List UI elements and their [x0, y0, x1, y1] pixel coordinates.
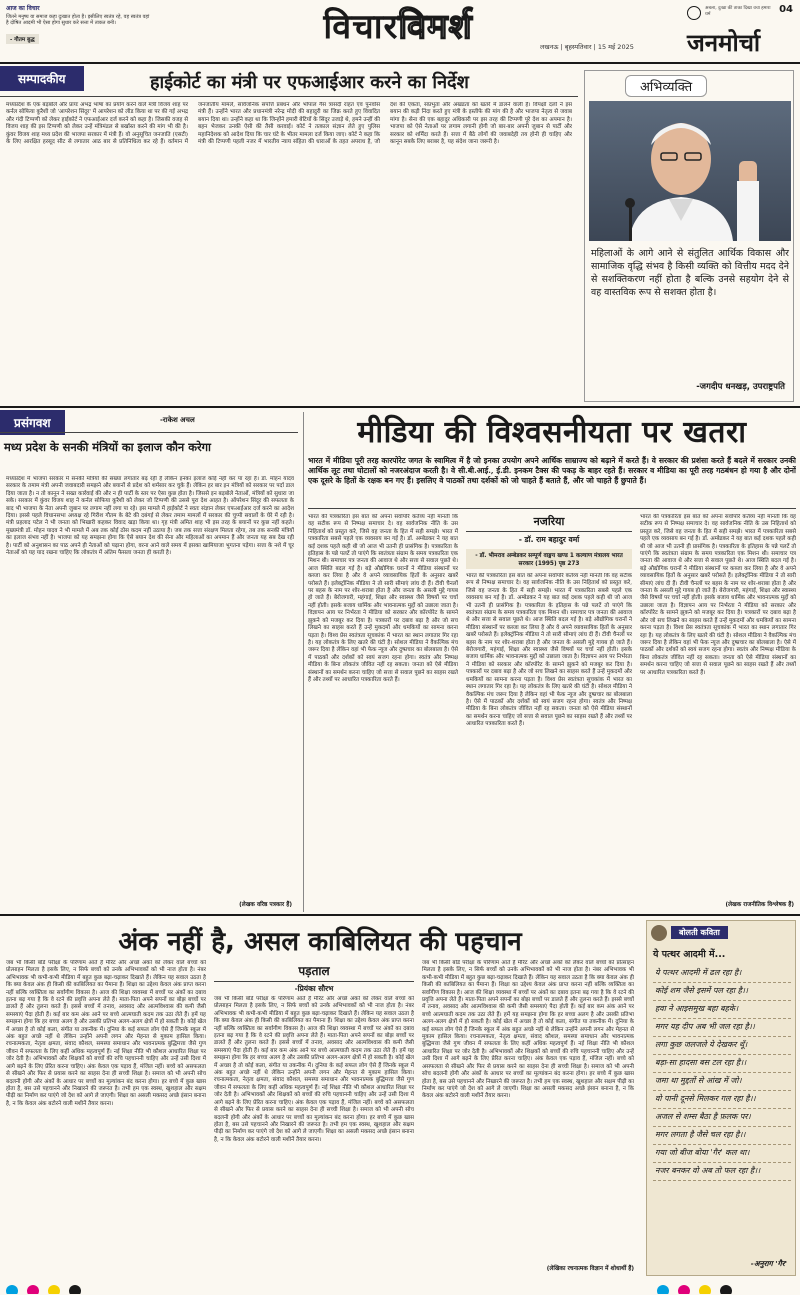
editorial-section	[0, 66, 578, 402]
magenta-register-icon	[27, 1285, 39, 1294]
poem-line: वो पानी दूनसे मिलकर गल रहा है।।	[653, 1091, 791, 1109]
poem-box	[646, 920, 796, 1276]
ank-label: पड़ताल	[214, 962, 414, 982]
prasangvash-section	[0, 410, 298, 912]
poem-line: कोई शम जैसे इसमें पल रहा है।।	[653, 983, 791, 1001]
poem-header	[647, 925, 796, 941]
ank-body: जब भी किसी बोर्ड परीक्षा के परिणाम आते हैं मेरिट और अच्छे अंकों को लेकर वाले बच्चों को प्रोत्साहन मिलता है इसके लिए, न सिर्फ बच्चों को उनके अभिभावकों को भी नाज होता है। नंबर अभिभावक भी कभी-कभी मीडिया में बहुत कुछ बढ़ा-चढ़ाकर दिखाते हैं। लेकिन यह सवाल उठता है कि क्या केवल अंक ही किसी की काबिलियत का पैमाना हैं। शिक्षा का उद्देश्य केवल अंक प्राप्त करना नहीं बल्कि व्यक्तित्व का सर्वांगीण विकास है। आज की शिक्षा व्यवस्था में बच्चों पर अंकों का दबाव इतना बढ़ गया है कि वे रटने की प्रवृत्ति अपना लेते हैं। माता-पिता अपने सपनों का बोझ बच्चों पर डालते हैं और तुलना करते हैं। इससे बच्चों में तनाव, अवसाद और आत्मविश्वास की कमी जैसी समस्याएं पैदा होती हैं। कई बार कम अंक आने पर बच्चे आत्मघाती कदम तक उठा लेते हैं। हमें यह समझना होगा कि हर बच्चा अलग है और उसकी प्रतिभा अलग-अलग क्षेत्रों में हो सकती है। कोई खेल में अच्छा है तो कोई कला, संगीत या तकनीक में। दुनिया के कई सफल लोग ऐसे हैं जिनके स्कूल में अंक बहुत अच्छे नहीं थे लेकिन उन्होंने अपनी लगन और मेहनत से मुकाम हासिल किया। रचनात्मकता, नेतृत्व क्षमता, संवाद कौशल, समस्या समाधान और भावनात्मक बुद्धिमत्ता जैसे गुण जीवन में सफलता के लिए कहीं अधिक महत्वपूर्ण हैं। नई शिक्षा नीति भी कौशल आधारित शिक्षा पर जोर देती है। अभिभावकों और शिक्षकों को बच्चों की रुचि पहचाननी चाहिए और उन्हें उसी दिशा में आगे बढ़ने के लिए प्रेरित करना चाहिए। अंक केवल एक पड़ाव हैं, मंजिल नहीं। बच्चे को असफलता से सीखने और फिर से प्रयास करने का साहस देना ही सच्ची शिक्षा है। समाज को भी अपनी सोच बदलनी होगी और अंकों के आधार पर बच्चों का मूल्यांकन बंद करना होगा। हर बच्चे में कुछ खास होता है, बस उसे पहचानने और निखारने की जरूरत है। तभी हम एक स्वस्थ, खुशहाल और सक्षम पीढ़ी का निर्माण कर पाएंगे जो देश को आगे ले जाएगी। शिक्षा का असली मकसद अच्छे इंसान बनाना है, न कि केवल अंक बटोरने वाली मशीनें तैयार करना।	[6, 960, 206, 1107]
yellow-register-icon	[699, 1285, 711, 1294]
poem-line: मगर यह दीप अब भी जल रहा है।।	[653, 1019, 791, 1037]
editorial-headline: हाईकोर्ट का मंत्री पर एफआईआर करने का निर्देश	[150, 72, 469, 93]
daily-quote-text: जितने मनुष्य या समाज कहा दुःखात होता है। इसीलिए स्वतंत्र रहे, वह स्वतंत्र वहां है दोषित आदमी भी ऐसा होगा सुधार करे सत्ता में ताकत बनी।	[6, 14, 150, 27]
dateline-day: बृहस्पतिवार	[564, 43, 592, 51]
poet-avatar-icon	[651, 925, 667, 941]
media-body-right	[640, 514, 796, 898]
nazariya-byline: - डॉ. राम बहादुर वर्मा	[518, 535, 580, 544]
poem-line: अजल से शम्स बैठा है फ़लक पर।	[653, 1109, 791, 1127]
dateline-date: 15 मई 2025	[597, 43, 634, 51]
poem-line: गया जो बीज बोया 'गैर' कल था।	[653, 1145, 791, 1163]
media-headline: मीडिया की विश्वसनीयता पर खतरा	[357, 415, 747, 450]
dateline: लखनऊ | बृहस्पतिवार | 15 मई 2025	[540, 43, 634, 51]
section-title	[248, 2, 548, 46]
ank-body-cont2: जब भी किसी बोर्ड परीक्षा के परिणाम आते हैं मेरिट और अच्छे अंकों को लेकर वाले बच्चों को प्रोत्साहन मिलता है इसके लिए, न सिर्फ बच्चों को उनके अभिभावकों को भी नाज होता है। नंबर अभिभावक भी कभी-कभी मीडिया में बहुत कुछ बढ़ा-चढ़ाकर दिखाते हैं। लेकिन यह सवाल उठता है कि क्या केवल अंक ही किसी की काबिलियत का पैमाना हैं। शिक्षा का उद्देश्य केवल अंक प्राप्त करना नहीं बल्कि व्यक्तित्व का सर्वांगीण विकास है। आज की शिक्षा व्यवस्था में बच्चों पर अंकों का दबाव इतना बढ़ गया है कि वे रटने की प्रवृत्ति अपना लेते हैं। माता-पिता अपने सपनों का बोझ बच्चों पर डालते हैं और तुलना करते हैं। इससे बच्चों में तनाव, अवसाद और आत्मविश्वास की कमी जैसी समस्याएं पैदा होती हैं। कई बार कम अंक आने पर बच्चे आत्मघाती कदम तक उठा लेते हैं। हमें यह समझना होगा कि हर बच्चा अलग है और उसकी प्रतिभा अलग-अलग क्षेत्रों में हो सकती है। कोई खेल में अच्छा है तो कोई कला, संगीत या तकनीक में। दुनिया के कई सफल लोग ऐसे हैं जिनके स्कूल में अंक बहुत अच्छे नहीं थे लेकिन उन्होंने अपनी लगन और मेहनत से मुकाम हासिल किया। रचनात्मकता, नेतृत्व क्षमता, संवाद कौशल, समस्या समाधान और भावनात्मक बुद्धिमत्ता जैसे गुण जीवन में सफलता के लिए कहीं अधिक महत्वपूर्ण हैं। नई शिक्षा नीति भी कौशल आधारित शिक्षा पर जोर देती है। अभिभावकों और शिक्षकों को बच्चों की रुचि पहचाननी चाहिए और उन्हें उसी दिशा में आगे बढ़ने के लिए प्रेरित करना चाहिए। अंक केवल एक पड़ाव हैं, मंजिल नहीं। बच्चे को असफलता से सीखने और फिर से प्रयास करने का साहस देना ही सच्ची शिक्षा है। समाज को भी अपनी सोच बदलनी होगी और अंकों के आधार पर बच्चों का मूल्यांकन बंद करना होगा। हर बच्चे में कुछ खास होता है, बस उसे पहचानने और निखारने की जरूरत है। तभी हम एक स्वस्थ, खुशहाल और सक्षम पीढ़ी का निर्माण कर पाएंगे जो देश को आगे ले जाएगी। शिक्षा का असली मकसद अच्छे इंसान बनाना है, न कि केवल अंक बटोरने वाली मशीनें तैयार करना।	[422, 960, 634, 1100]
editorial-body: मध्यप्रदेश के एक बड़बोले और प्रायः अभद्र भाषा का प्रयोग करने वाले मंत्री विजय शाह पर कर्नल सोफिया कुरैशी जो 'आपरेशन सिंदूर' में आपरेशन को लीड किया था पर की गई अभद्र और गंदी टिप्पणी को लेकर हाईकोर्ट ने एफआईआर दर्ज करने को कहा है। जिसकी वजह से विजय शाह की इस टिप्पणी को लेकर उन्हें मंत्रिमंडल से बर्खास्त करने की मांग भी की है। कुंवर विजय शाह मध्य प्रदेश की भाजपा सरकार में मंत्री हैं। वो अनुसूचित जनजाति (एसटी) के लिए आरक्षित हरसूद सीट से लगातार आठ बार से प्रतिनिधित्व कर रहे हैं। वर्तमान में जनजातीय मामले, सार्वजनिक संपत्ति प्रबंधन और भोपाल गैस त्रासदी राहत एवं पुनर्वास मंत्री हैं। उन्होंने भारत और प्रधानमंत्री नरेन्द्र मोदी की बहादुरी का जिक्र करते हुए विवादित बयान दिया था। उन्होंने कहा था कि जिन्होंने हमारी बेटियों के सिंदूर उजाड़े थे, हमने उन्हीं की बहन भेजकर उनकी ऐसी की तैसी करवाई। कोर्ट ने तत्काल संज्ञान लेते हुए पुलिस महानिदेशक को आदेश दिया कि चार घंटे के भीतर मामला दर्ज किया जाए। कोर्ट ने कहा कि मंत्री की टिप्पणी पहली नजर में भारतीय न्याय संहिता की धाराओं के तहत अपराध है, जो देश की एकता, संप्रभुता और अखंडता को खतरे में डालने वाली है। विपक्षी दलों ने इस बयान की कड़ी निंदा करते हुए मंत्री के इस्तीफे की मांग की है और भाजपा नेतृत्व से जवाब मांगा है। सेना की एक बहादुर अधिकारी पर इस तरह की टिप्पणी पूरे देश का अपमान है। भाजपा को ऐसे नेताओं पर लगाम लगानी होगी जो बार-बार अपनी जुबान से पार्टी और सरकार को शर्मिंदा करते हैं। सत्ता में बैठे लोगों की जवाबदेही तय होनी ही चाहिए और कानून सबके लिए बराबर है, यह संदेश जाना जरूरी है।	[6, 102, 572, 146]
center-register-icon	[386, 1282, 398, 1294]
section-title-part2: विमर्श	[398, 7, 473, 46]
ank-label-box	[214, 962, 414, 992]
media-section	[308, 410, 796, 912]
brand-logo-icon	[687, 6, 701, 20]
section-title-part1: विचार	[323, 7, 399, 46]
nazariya-quote-source: - डॉ. भीमराव अम्बेडकर सम्पूर्ण वाङ्मय खण्ड 1 कल्याण मंत्रालय भारत सरकार (1995) पृष्ठ 273	[466, 549, 632, 569]
brand-block	[685, 4, 795, 62]
prasangvash-byline: -राकेश अचल	[160, 416, 195, 424]
nazariya-box	[466, 514, 632, 908]
yellow-register-icon	[48, 1285, 60, 1294]
brand-tagline: अबला, दुःखा की ताका दिखा वचा हमारा धर्म	[705, 6, 771, 17]
ank-body-cont: जब भी किसी बोर्ड परीक्षा के परिणाम आते हैं मेरिट और अच्छे अंकों को लेकर वाले बच्चों को प्रोत्साहन मिलता है इसके लिए, न सिर्फ बच्चों को उनके अभिभावकों को भी नाज होता है। नंबर अभिभावक भी कभी-कभी मीडिया में बहुत कुछ बढ़ा-चढ़ाकर दिखाते हैं। लेकिन यह सवाल उठता है कि क्या केवल अंक ही किसी की काबिलियत का पैमाना हैं। शिक्षा का उद्देश्य केवल अंक प्राप्त करना नहीं बल्कि व्यक्तित्व का सर्वांगीण विकास है। आज की शिक्षा व्यवस्था में बच्चों पर अंकों का दबाव इतना बढ़ गया है कि वे रटने की प्रवृत्ति अपना लेते हैं। माता-पिता अपने सपनों का बोझ बच्चों पर डालते हैं और तुलना करते हैं। इससे बच्चों में तनाव, अवसाद और आत्मविश्वास की कमी जैसी समस्याएं पैदा होती हैं। कई बार कम अंक आने पर बच्चे आत्मघाती कदम तक उठा लेते हैं। हमें यह समझना होगा कि हर बच्चा अलग है और उसकी प्रतिभा अलग-अलग क्षेत्रों में हो सकती है। कोई खेल में अच्छा है तो कोई कला, संगीत या तकनीक में। दुनिया के कई सफल लोग ऐसे हैं जिनके स्कूल में अंक बहुत अच्छे नहीं थे लेकिन उन्होंने अपनी लगन और मेहनत से मुकाम हासिल किया। रचनात्मकता, नेतृत्व क्षमता, संवाद कौशल, समस्या समाधान और भावनात्मक बुद्धिमत्ता जैसे गुण जीवन में सफलता के लिए कहीं अधिक महत्वपूर्ण हैं। नई शिक्षा नीति भी कौशल आधारित शिक्षा पर जोर देती है। अभिभावकों और शिक्षकों को बच्चों की रुचि पहचाननी चाहिए और उन्हें उसी दिशा में आगे बढ़ने के लिए प्रेरित करना चाहिए। अंक केवल एक पड़ाव हैं, मंजिल नहीं। बच्चे को असफलता से सीखने और फिर से प्रयास करने का साहस देना ही सच्ची शिक्षा है। समाज को भी अपनी सोच बदलनी होगी और अंकों के आधार पर बच्चों का मूल्यांकन बंद करना होगा। हर बच्चे में कुछ खास होता है, बस उसे पहचानने और निखारने की जरूरत है। तभी हम एक स्वस्थ, खुशहाल और सक्षम पीढ़ी का निर्माण कर पाएंगे जो देश को आगे ले जाएगी। शिक्षा का असली मकसद अच्छे इंसान बनाना है, न कि केवल अंक बटोरने वाली मशीनें तैयार करना।	[214, 996, 414, 1143]
abhivyakti-label: अभिव्यक्ति	[625, 75, 707, 97]
prasangvash-label: प्रसंगवश	[0, 410, 65, 435]
poem-title: ये पत्थर आदमी में...	[653, 949, 726, 960]
media-body-left	[308, 514, 458, 908]
speaker-portrait-icon	[589, 101, 791, 241]
media-note: (लेखक राजनीतिक विश्लेषक हैं)	[725, 902, 794, 908]
poem-line: हवा ने आइसमुख बहा बहके।	[653, 1001, 791, 1019]
daily-quote-author: - गौतम बुद्ध	[6, 34, 39, 44]
ank-byline: -प्रियंका सौरभ	[294, 984, 334, 993]
poem-line: बड़ा-सा हादसा बस टल रहा है।।	[653, 1055, 791, 1073]
speaker-photo	[589, 101, 791, 241]
prasangvash-body: मध्यप्रदेश में भाजपा सरकार में सनकी मंत्रियों की संख्या लगातार बढ़ रही है लेकिन इनका इलाज कोई नहीं कर पा रहा है। डॉ. मोहन यादव सरकार के तमाम मंत्री अपनी जवाबदारी समझने और बयानों से प्रदेश को शर्मसार कर चुके हैं। लेकिन हर बार इन मंत्रियों को सरकार पर पर्दा डाल दिया जाता है। न तो कानून ने सख्त कार्रवाई की और न ही पार्टी के स्तर पर ऐसा कुछ होता है। जिससे इन बड़बोले नेताओं, मंत्रियों को सुधारा जा सके। सरकार में कुंवर विजय शाह ने कर्नल सोफिया कुरैशी को लेकर जो टिप्पणी की उससे पूरा देश आहत है। ऑपरेशन सिंदूर की सफलता के बाद भी भाजपा के नेता अपनी जुबान पर लगाम नहीं लगा पा रहे। इस मामले में हाईकोर्ट ने स्वतः संज्ञान लेकर एफआईआर दर्ज करने का आदेश दिया। इससे पहले विधानसभा अध्यक्ष रहे गिरीश गौतम के बेटे की दबंगई से लेकर तमाम मामलों में सरकार की चुप्पी सवालों के घेरे में रही है। मंत्री प्रहलाद पटेल ने भी जनता को भिखारी कहकर विवाद खड़ा किया था। गृह मंत्री अमित शाह भी इस तरह के बयानों पर कुछ नहीं कहते। मुख्यमंत्री डॉ. मोहन यादव ने भी मामले में अब तक कोई ठोस कदम नहीं उठाया है। जब तक सत्ता संरक्षण मिलता रहेगा, तब तक सनकी मंत्रियों का इलाज संभव नहीं है। भाजपा को यह समझना होगा कि ऐसे बयान देश की सेना और महिलाओं का अपमान हैं और जनता यह सब देख रही है। पार्टी को अनुशासन का पाठ अपने ही नेताओं को पढ़ाना होगा, वरना आने वाले समय में इसका खामियाजा भुगतना पड़ेगा। सत्ता के नशे में चूर नेताओं को यह याद रखना चाहिए कि लोकतंत्र में अंतिम फैसला जनता ही करती है।	[6, 476, 294, 557]
black-register-icon	[720, 1285, 732, 1294]
daily-quote-label: आज का विचार	[6, 5, 40, 12]
daily-quote	[6, 4, 151, 62]
dateline-city: लखनऊ	[540, 43, 559, 51]
poem-line: मगर लगता है जैसे चल रहा है।।	[653, 1127, 791, 1145]
poem-label: बोलती कविता	[671, 926, 728, 939]
cyan-register-icon	[657, 1285, 669, 1294]
poem-line: जमा था मुद्दतों से आंख में जो।	[653, 1073, 791, 1091]
media-lead: भारत में मीडिया पूरी तरह कारपोरेट जगत के स्वामित्व में है जो इनका उपयोग अपने आर्थिक साम्राज्य को बढ़ाने में करते हैं। वे सरकार की प्रशंसा करते हैं बदले में सरकार उनकी आर्थिक लूट तथा घोटालों को नजरअंदाज करती है। वे सी.बी.आई., ई.डी. इनकम टैक्स की पकड़ के बाहर रहते हैं। सरकार व मीडिया का पूरी तरह गठबंधन हो गया है और दोनों एक दूसरे के हितों के रक्षक बन गए हैं। इसलिए वे पाठकों तथा दर्शकों को जो चाहते हैं बताते हैं, और जो चाहते हैं छुपाते हैं।	[308, 456, 796, 485]
print-registration-strip	[6, 1282, 796, 1294]
magenta-register-icon	[678, 1285, 690, 1294]
poem-line: नजर बनकर वो अब तो फल रहा है।।	[653, 1163, 791, 1181]
brand-name: जनमोर्चा	[687, 29, 761, 57]
media-body-col1: भारत की पत्रकारिता इस बात को अपना सर्वोपरि कर्तव्य नहीं मानती कि वह सटीक रूप से निष्पक्ष समाचार दे। वह सार्वजनिक नीति के उस निहितार्थ को प्रस्तुत करे, जिसे वह जनता के हित में सही समझे। भारत में पत्रकारिता सबसे पहले एक व्यवसाय बन गई है। डॉ. अम्बेडकर ने यह बात कई दशक पहले कही थी जो आज भी उतनी ही प्रासंगिक है। पत्रकारिता के इतिहास के पन्ने पलटें तो पाएंगे कि स्वतंत्रता संग्राम के समय पत्रकारिता एक मिशन थी। समाचार पत्र जनता की आवाज थे और सत्ता से सवाल पूछते थे। आज स्थिति बदल गई है। बड़े औद्योगिक घरानों ने मीडिया संस्थानों पर कब्जा कर लिया है और वे अपने व्यावसायिक हितों के अनुसार खबरें परोसते हैं। इलेक्ट्रॉनिक मीडिया ने तो सारी सीमाएं लांघ दी हैं। टीवी चैनलों पर बहस के नाम पर शोर-शराबा होता है और जनता के असली मुद्दे गायब हो जाते हैं। बेरोजगारी, महंगाई, शिक्षा और स्वास्थ्य जैसे विषयों पर चर्चा नहीं होती। इसके बजाय धार्मिक और भावनात्मक मुद्दों को उछाला जाता है। विज्ञापन आय पर निर्भरता ने मीडिया को सरकार और कॉरपोरेट के सामने झुकने को मजबूर कर दिया है। पत्रकारों पर दबाव बढ़ा है और जो सच लिखने का साहस करते हैं उन्हें मुकदमों और धमकियों का सामना करना पड़ता है। विश्व प्रेस स्वतंत्रता सूचकांक में भारत का स्थान लगातार गिर रहा है। यह लोकतंत्र के लिए खतरे की घंटी है। सोशल मीडिया ने वैकल्पिक मंच जरूर दिया है लेकिन वहां भी फेक न्यूज और दुष्प्रचार का बोलबाला है। ऐसे में पाठकों और दर्शकों को स्वयं सजग रहना होगा। स्वतंत्र और निष्पक्ष मीडिया के बिना लोकतंत्र जीवित नहीं रह सकता। जनता को ऐसे मीडिया संस्थानों का समर्थन करना चाहिए जो सत्ता से सवाल पूछने का साहस रखते हैं और तथ्यों पर आधारित पत्रकारिता करते हैं।	[308, 514, 458, 683]
poem-lines	[653, 965, 791, 1181]
ank-note: (लेखिका रचनात्मक विज्ञान में शोधार्थी हैं)	[546, 1266, 634, 1272]
masthead	[0, 0, 800, 64]
prasangvash-note: (लेखक वरिष्ठ पत्रकार हैं)	[239, 902, 292, 908]
abhivyakti-author: -जगदीप धनखड़, उपराष्ट्रपति	[696, 382, 785, 392]
media-body-col3: भारत की पत्रकारिता इस बात को अपना सर्वोपरि कर्तव्य नहीं मानती कि वह सटीक रूप से निष्पक्ष समाचार दे। वह सार्वजनिक नीति के उस निहितार्थ को प्रस्तुत करे, जिसे वह जनता के हित में सही समझे। भारत में पत्रकारिता सबसे पहले एक व्यवसाय बन गई है। डॉ. अम्बेडकर ने यह बात कई दशक पहले कही थी जो आज भी उतनी ही प्रासंगिक है। पत्रकारिता के इतिहास के पन्ने पलटें तो पाएंगे कि स्वतंत्रता संग्राम के समय पत्रकारिता एक मिशन थी। समाचार पत्र जनता की आवाज थे और सत्ता से सवाल पूछते थे। आज स्थिति बदल गई है। बड़े औद्योगिक घरानों ने मीडिया संस्थानों पर कब्जा कर लिया है और वे अपने व्यावसायिक हितों के अनुसार खबरें परोसते हैं। इलेक्ट्रॉनिक मीडिया ने तो सारी सीमाएं लांघ दी हैं। टीवी चैनलों पर बहस के नाम पर शोर-शराबा होता है और जनता के असली मुद्दे गायब हो जाते हैं। बेरोजगारी, महंगाई, शिक्षा और स्वास्थ्य जैसे विषयों पर चर्चा नहीं होती। इसके बजाय धार्मिक और भावनात्मक मुद्दों को उछाला जाता है। विज्ञापन आय पर निर्भरता ने मीडिया को सरकार और कॉरपोरेट के सामने झुकने को मजबूर कर दिया है। पत्रकारों पर दबाव बढ़ा है और जो सच लिखने का साहस करते हैं उन्हें मुकदमों और धमकियों का सामना करना पड़ता है। विश्व प्रेस स्वतंत्रता सूचकांक में भारत का स्थान लगातार गिर रहा है। यह लोकतंत्र के लिए खतरे की घंटी है। सोशल मीडिया ने वैकल्पिक मंच जरूर दिया है लेकिन वहां भी फेक न्यूज और दुष्प्रचार का बोलबाला है। ऐसे में पाठकों और दर्शकों को स्वयं सजग रहना होगा। स्वतंत्र और निष्पक्ष मीडिया के बिना लोकतंत्र जीवित नहीं रह सकता। जनता को ऐसे मीडिया संस्थानों का समर्थन करना चाहिए जो सत्ता से सवाल पूछने का साहस रखते हैं और तथ्यों पर आधारित पत्रकारिता करते हैं।	[640, 514, 796, 676]
poem-line: लगा कुछ जलजले ये देखकर थूँ।	[653, 1037, 791, 1055]
prasangvash-headline: मध्य प्रदेश के सनकी मंत्रियों का इलाज कौन करेगा	[4, 440, 211, 454]
poem-line: ये पत्थर आदमी में ढल रहा है।	[653, 965, 791, 983]
page-number: 04	[779, 4, 793, 15]
editorial-label: सम्पादकीय	[0, 66, 84, 91]
ank-section	[0, 918, 640, 1278]
media-body-col2: भारत की पत्रकारिता इस बात को अपना सर्वोपरि कर्तव्य नहीं मानती कि वह सटीक रूप से निष्पक्ष समाचार दे। वह सार्वजनिक नीति के उस निहितार्थ को प्रस्तुत करे, जिसे वह जनता के हित में सही समझे। भारत में पत्रकारिता सबसे पहले एक व्यवसाय बन गई है। डॉ. अम्बेडकर ने यह बात कई दशक पहले कही थी जो आज भी उतनी ही प्रासंगिक है। पत्रकारिता के इतिहास के पन्ने पलटें तो पाएंगे कि स्वतंत्रता संग्राम के समय पत्रकारिता एक मिशन थी। समाचार पत्र जनता की आवाज थे और सत्ता से सवाल पूछते थे। आज स्थिति बदल गई है। बड़े औद्योगिक घरानों ने मीडिया संस्थानों पर कब्जा कर लिया है और वे अपने व्यावसायिक हितों के अनुसार खबरें परोसते हैं। इलेक्ट्रॉनिक मीडिया ने तो सारी सीमाएं लांघ दी हैं। टीवी चैनलों पर बहस के नाम पर शोर-शराबा होता है और जनता के असली मुद्दे गायब हो जाते हैं। बेरोजगारी, महंगाई, शिक्षा और स्वास्थ्य जैसे विषयों पर चर्चा नहीं होती। इसके बजाय धार्मिक और भावनात्मक मुद्दों को उछाला जाता है। विज्ञापन आय पर निर्भरता ने मीडिया को सरकार और कॉरपोरेट के सामने झुकने को मजबूर कर दिया है। पत्रकारों पर दबाव बढ़ा है और जो सच लिखने का साहस करते हैं उन्हें मुकदमों और धमकियों का सामना करना पड़ता है। विश्व प्रेस स्वतंत्रता सूचकांक में भारत का स्थान लगातार गिर रहा है। यह लोकतंत्र के लिए खतरे की घंटी है। सोशल मीडिया ने वैकल्पिक मंच जरूर दिया है लेकिन वहां भी फेक न्यूज और दुष्प्रचार का बोलबाला है। ऐसे में पाठकों और दर्शकों को स्वयं सजग रहना होगा। स्वतंत्र और निष्पक्ष मीडिया के बिना लोकतंत्र जीवित नहीं रह सकता। जनता को ऐसे मीडिया संस्थानों का समर्थन करना चाहिए जो सत्ता से सवाल पूछने का साहस रखते हैं और तथ्यों पर आधारित पत्रकारिता करते हैं।	[466, 573, 632, 728]
cyan-register-icon	[6, 1285, 18, 1294]
right-register-marks	[657, 1282, 736, 1294]
black-register-icon	[69, 1285, 81, 1294]
nazariya-label: नजरिया	[466, 514, 632, 532]
ank-headline: अंक नहीं है, असल काबिलियत की पहचान	[118, 927, 522, 957]
abhivyakti-box	[584, 70, 794, 402]
poem-author: -अनुराग 'गैर'	[750, 1259, 787, 1268]
abhivyakti-quote: महिलाओं के आगे आने से संतुलित आर्थिक विकास और सामाजिक वृद्धि संभव है किसी व्यक्ति को वित्तीय मदद देने से सशक्तिकरण नहीं होता है बल्कि उनसे सहयोग देने से वह वास्तविक रूप से सशक्त होता है।	[591, 248, 789, 298]
